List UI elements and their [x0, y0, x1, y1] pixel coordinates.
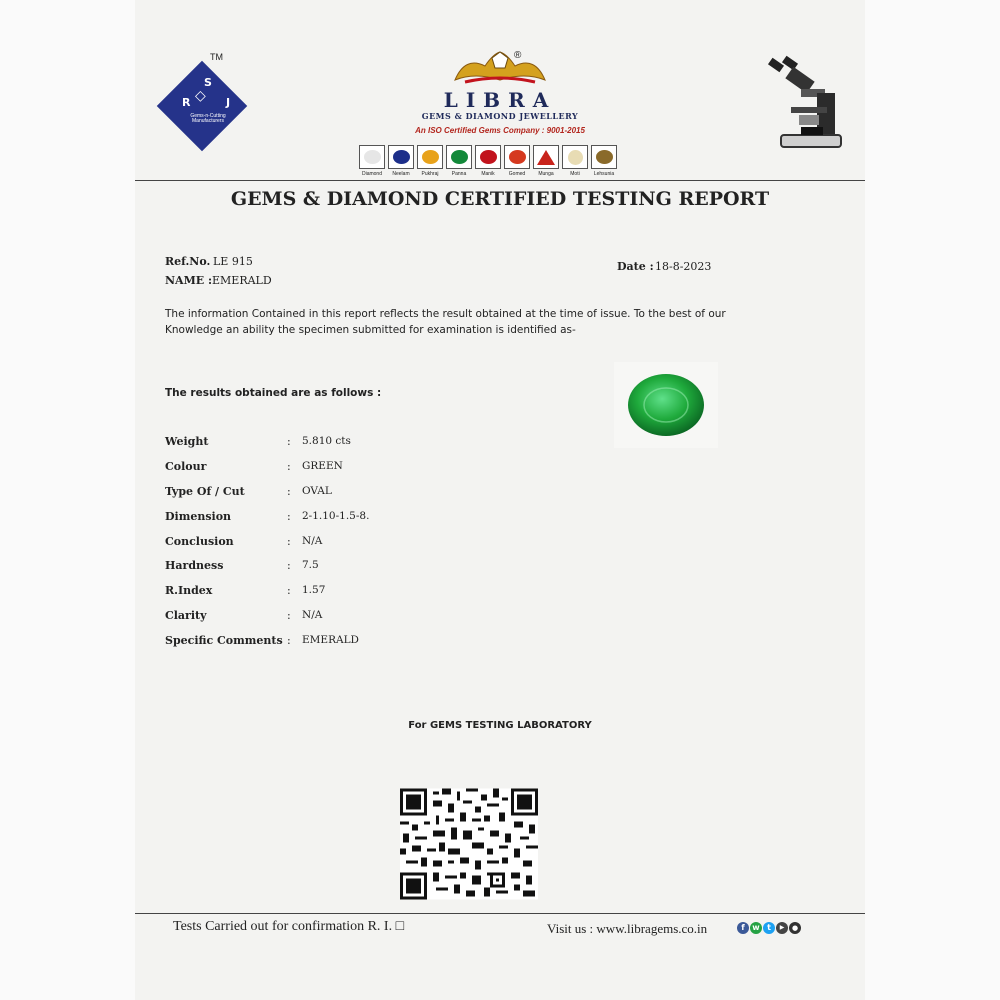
date-label: Date :	[617, 260, 654, 273]
gem-label: Diamond	[361, 171, 382, 177]
result-value: N/A	[302, 535, 323, 547]
gem-swatch	[393, 150, 410, 164]
gem-label: Gomed	[508, 171, 526, 177]
libra-subtitle: GEMS & DIAMOND JEWELLERY	[421, 111, 579, 121]
result-label: R.Index	[165, 584, 213, 597]
gem-strip	[358, 145, 642, 181]
date-value: 18-8-2023	[655, 260, 712, 273]
facebook-icon[interactable]: f	[737, 922, 749, 934]
gem-cell	[561, 145, 589, 181]
footer-divider	[135, 913, 865, 914]
gem-cell	[532, 145, 560, 181]
result-label: Weight	[165, 435, 209, 448]
result-label: Clarity	[165, 609, 207, 622]
name-label: NAME :	[165, 274, 213, 287]
result-label: Type Of / Cut	[165, 485, 245, 498]
microscope-icon	[765, 55, 845, 150]
gem-cell	[590, 145, 618, 181]
gem-swatch	[422, 150, 439, 164]
srj-diamond-shape	[157, 61, 248, 152]
gem-swatch	[364, 150, 381, 164]
result-row-colour	[165, 460, 465, 478]
result-label: Specific Comments	[165, 634, 283, 647]
gem-label: Lehsunia	[593, 171, 615, 177]
gem-cell	[387, 145, 415, 181]
result-row-weight	[165, 435, 465, 453]
intro-paragraph: The information Contained in this report reflects the result obtained at the time of issue. To the best of our Knowledge an ability the specimen submitted for examination is identified as-	[165, 308, 726, 336]
result-row-cut	[165, 485, 465, 503]
result-row-dimension	[165, 510, 465, 528]
ref-label: Ref.No.	[165, 255, 211, 268]
website-line[interactable]: Visit us : www.libragems.co.in	[547, 921, 708, 936]
gem-cell	[474, 145, 502, 181]
gem-swatch	[509, 150, 526, 164]
gem-swatch	[596, 150, 613, 164]
libra-iso-line: An ISO Certified Gems Company : 9001-2015	[415, 126, 585, 135]
gem-label: Pukhraj	[421, 171, 439, 177]
result-value: EMERALD	[302, 634, 359, 646]
twitter-icon[interactable]: t	[763, 922, 775, 934]
libra-brand-name: LIBRA	[443, 88, 557, 112]
emerald-photo	[614, 362, 718, 448]
trademark-mark: TM	[210, 52, 223, 62]
gem-label: Manik	[481, 171, 495, 177]
social-icons	[737, 922, 801, 934]
instagram-icon[interactable]: ●	[789, 922, 801, 934]
result-value: 1.57	[302, 584, 326, 596]
gem-cell	[358, 145, 386, 181]
header-divider	[135, 180, 865, 181]
result-separator: :	[287, 510, 291, 523]
result-separator: :	[287, 584, 291, 597]
result-row-rindex	[165, 584, 465, 602]
name-value: EMERALD	[212, 274, 272, 287]
srj-logo	[160, 52, 255, 153]
gem-cell	[416, 145, 444, 181]
result-separator: :	[287, 485, 291, 498]
result-label: Hardness	[165, 559, 224, 572]
result-label: Conclusion	[165, 535, 234, 548]
result-separator: :	[287, 634, 291, 647]
gem-cell	[503, 145, 531, 181]
libra-crown-icon	[445, 50, 555, 90]
result-value: N/A	[302, 609, 323, 621]
gem-swatch	[537, 150, 555, 165]
whatsapp-icon[interactable]: w	[750, 922, 762, 934]
gem-cell	[445, 145, 473, 181]
result-separator: :	[287, 609, 291, 622]
result-value: 5.810 cts	[302, 435, 351, 447]
result-row-clarity	[165, 609, 465, 627]
srj-tagline: Gems-n-Cutting Manufacturers	[190, 113, 226, 124]
result-value: GREEN	[302, 460, 343, 472]
srj-letter-r: R	[182, 96, 191, 109]
gem-label: Munga	[538, 171, 554, 177]
result-separator: :	[287, 460, 291, 473]
result-row-hardness	[165, 559, 465, 577]
tests-confirmation: Tests Carried out for confirmation R. I. □	[173, 919, 405, 934]
gem-swatch	[451, 150, 468, 164]
result-separator: :	[287, 535, 291, 548]
result-separator: :	[287, 559, 291, 572]
srj-letter-j: J	[226, 96, 231, 109]
registered-mark: ®	[514, 50, 522, 61]
lab-signature-line: For GEMS TESTING LABORATORY	[408, 720, 592, 731]
gem-label: Moti	[570, 171, 580, 177]
result-row-comments	[165, 634, 465, 652]
report-title: GEMS & DIAMOND CERTIFIED TESTING REPORT	[230, 188, 770, 210]
gem-swatch	[480, 150, 497, 164]
result-label: Colour	[165, 460, 207, 473]
gem-label: Panna	[451, 171, 467, 177]
result-value: 2-1.10-1.5-8.	[302, 510, 370, 522]
ref-value: LE 915	[213, 255, 253, 268]
youtube-icon[interactable]: ▶	[776, 922, 788, 934]
result-value: 7.5	[302, 559, 319, 571]
gem-swatch	[568, 150, 583, 165]
result-value: OVAL	[302, 485, 332, 497]
qr-code[interactable]	[400, 788, 538, 900]
gem-label: Neelam	[392, 171, 410, 177]
result-separator: :	[287, 435, 291, 448]
srj-letter-s: S	[204, 76, 212, 89]
result-label: Dimension	[165, 510, 232, 523]
diamond-icon: ◇	[195, 88, 206, 104]
results-heading: The results obtained are as follows :	[165, 387, 382, 399]
result-row-conclusion	[165, 535, 465, 553]
